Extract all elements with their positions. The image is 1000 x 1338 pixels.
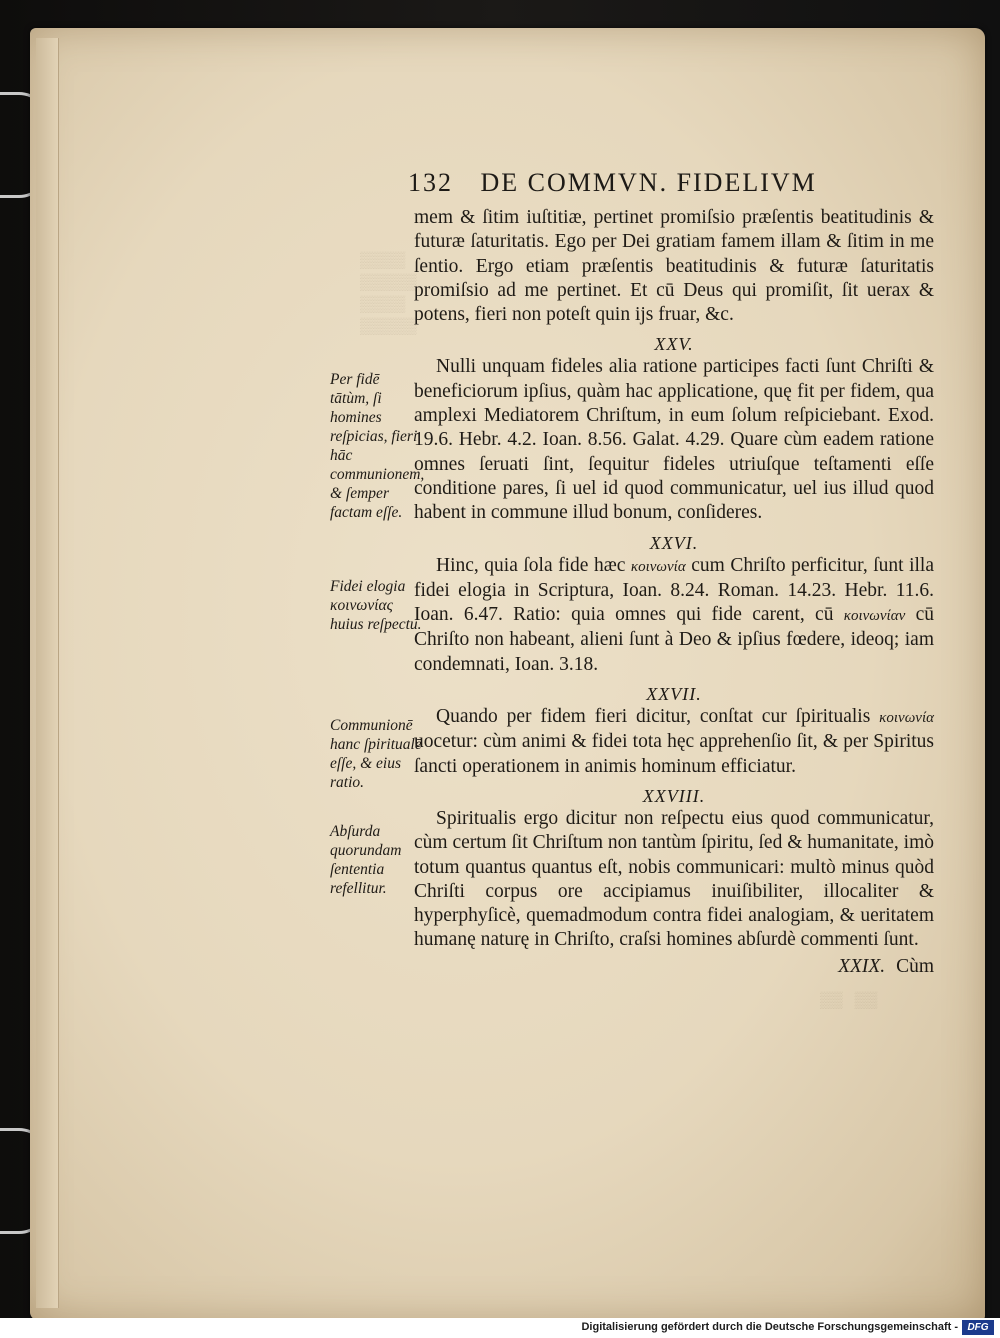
footer-credit: Digitalisierung gefördert durch die Deutsche Forschungsgemeinschaft -	[581, 1321, 958, 1333]
greek-word: κοινωνία	[630, 558, 686, 575]
page-stack-edge	[36, 38, 59, 1308]
page-number: 132	[408, 168, 453, 197]
dfg-logo: DFG	[962, 1320, 994, 1335]
section-text-xxv: Nulli unquam fideles alia ratione participes facti ſunt Chriſti & beneficiorum ipſius, quàm hac applicatione, quę fit per fidem, qua amplexi Mediatorem Chriſtum, in eum ſolum reſpiciebant. Exod. 19.6. Hebr. 4.2. Ioan. 8.56. Galat. 4.29. Quare cùm eadem ratione omnes ſeruati ſint, ſequitur fideles utriuſque teſtamenti eſſe conditione pares, ſi uel id quod communicatur, uel ius illud quod habent in commune illud bonum, conſideres.	[414, 356, 934, 524]
section-text-xxviii: Spiritualis ergo dicitur non reſpectu eius quod communicatur, cùm certum ſit Chriſtum non tantùm ſpiritu, ſed & humanitate, imò totum quantus quantus eſt, nobis communicari: multò minus quòd Chriſti corpus ore accipiamus inuiſibiliter, illocaliter & hyperphyſicè, quemadmodum contra fidei analogiam, & ueritatem humanę naturę in Chriſto, craſsi homines abſurdè commenti ſunt.	[414, 807, 934, 951]
running-title: DE COMMVN. FIDELIVM	[480, 168, 817, 197]
margin-note-1: Per fidē tātùm, ſi homines reſpicias, fieri hāc communionem, & ſemper factam eſſe.	[330, 371, 425, 521]
digitization-footer	[0, 1318, 1000, 1338]
text-fragment: uocetur: cùm animi & fidei tota hęc apprehenſio ſit, & per Spiritus ſancti operationem in animis hominum efficiatur.	[414, 731, 934, 777]
text-fragment: Quando per fidem fieri dicitur, conſtat cur ſpiritualis	[436, 706, 871, 728]
bleed-through-bottom: ▒▒ ▒▒	[820, 992, 878, 1009]
running-head	[408, 168, 928, 204]
bleed-through-left: ▒▒▒▒ ▒▒▒▒▒ ▒▒▒▒ ▒▒▒▒▒	[360, 252, 417, 335]
section-text-xxvi	[414, 554, 934, 677]
section-text-xxvii	[414, 705, 934, 779]
section-number-xxvi: XXVI.	[649, 532, 699, 553]
text-fragment: cum Chriſto perficitur, ſunt illa fidei elogia in Scriptura, Ioan. 8.24. Roman. 14.23. Hebr. 11.6. Ioan. 6.47. Ratio: quia omnes qui fide carent, cū	[414, 554, 934, 626]
greek-word: κοινωνίαν	[843, 608, 906, 625]
margin-note-4: Abſurda quorundam ſententia refellitur.	[330, 823, 402, 897]
margin-note-3: Communionē hanc ſpiritualē eſſe, & eius ratio.	[330, 717, 422, 791]
catchword: Cùm	[896, 955, 934, 977]
text-fragment: cū Chriſto non habeant, alieni ſunt à Deo & ipſius fœdere, ideoq; iam condemnati, Ioan. 3.18.	[414, 604, 934, 675]
section-number-xxv: XXV.	[654, 334, 694, 355]
section-number-xxvii: XXVII.	[646, 684, 702, 705]
greek-word: κοινωνία	[879, 710, 934, 727]
section-number-xxviii: XXVIII.	[642, 785, 706, 806]
text-fragment: Hinc, quia ſola fide hæc	[436, 554, 626, 576]
main-text	[414, 206, 934, 979]
margin-note-2: Fidei elogia κοινωνίας huius reſpectu.	[330, 578, 422, 633]
catchword-line	[414, 955, 934, 979]
next-section-number: XXIX.	[838, 955, 886, 977]
opening-paragraph: mem & ſitim iuſtitiæ, pertinet promiſsio præſentis beatitudinis & futuræ ſaturitatis. Ego per Dei gratiam famem illam & ſitim in me ſentio. Ergo etiam præſentis beatitudinis & futuræ ſaturitatis promiſsio ad me pertinet. Et cū Deus qui promiſit, ſit uerax & potens, fieri non poteſt quin ijs fruar, &c.	[414, 207, 934, 326]
